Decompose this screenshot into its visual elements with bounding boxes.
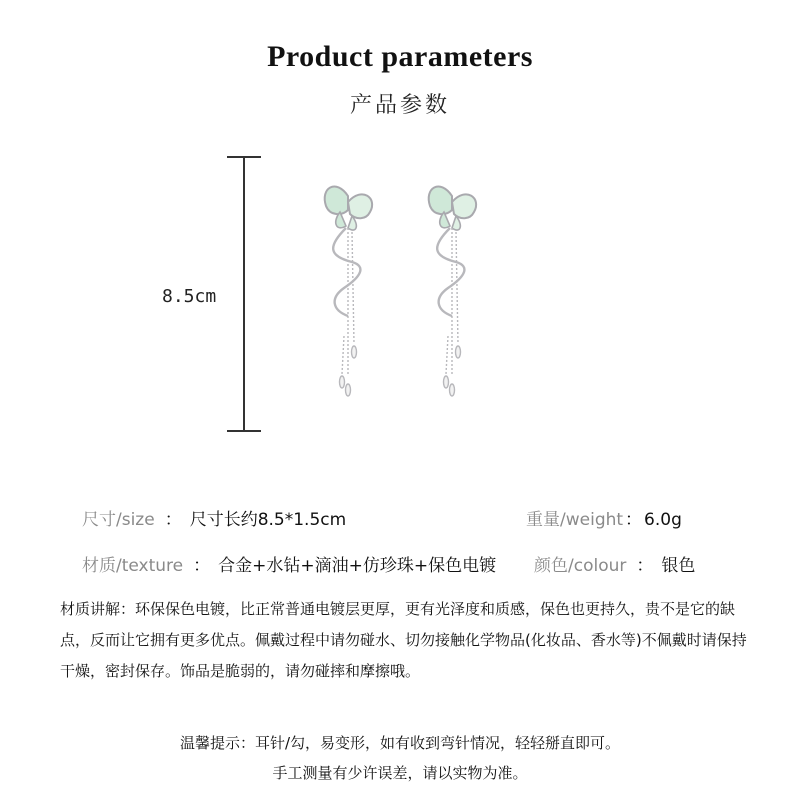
spec-texture (82, 551, 496, 576)
spec-colour (534, 551, 695, 576)
spec-size-value: 尺寸长约8.5*1.5cm (189, 510, 347, 530)
ruler-length-label: 8.5cm (162, 286, 217, 307)
spec-size-key: 尺寸/size (82, 510, 155, 530)
spec-size (82, 505, 346, 530)
spec-texture-separator: ： (193, 556, 211, 576)
spec-weight-separator: ： (625, 510, 643, 530)
spec-size-separator: ： (164, 510, 182, 530)
spec-colour-separator: ： (636, 556, 654, 576)
spec-texture-key: 材质/texture (82, 556, 184, 576)
ruler-line (243, 156, 245, 432)
spec-weight-key: 重量/weight (526, 510, 624, 530)
butterfly-tassel-earrings-icon (318, 176, 488, 408)
left-earring (325, 187, 372, 396)
spec-colour-value: 银色 (661, 556, 696, 576)
earrings-product-image (318, 176, 488, 408)
page-title: Product parameters (267, 40, 533, 73)
spec-texture-value: 合金+水钻+滴油+仿珍珠+保色电镀 (218, 556, 497, 576)
size-ruler (227, 156, 263, 432)
warm-tip: 温馨提示：耳针/勾，易变形，如有收到弯针情况，轻轻掰直即可。 (179, 734, 621, 752)
measurement-tip: 手工测量有少许误差，请以实物为准。 (272, 764, 528, 782)
spec-colour-key: 颜色/colour (534, 556, 627, 576)
ruler-bottom-cap (227, 430, 261, 432)
spec-weight-value: 6.0g (644, 510, 682, 530)
right-earring (429, 187, 476, 396)
page-subtitle: 产品参数 (349, 93, 450, 118)
spec-weight (526, 505, 682, 530)
material-explanation: 材质讲解：环保保色电镀，比正常普通电镀层更厚，更有光泽度和质感，保色也更持久，贵不是它的缺点，反而让它拥有更多优点。佩戴过程中请勿碰水、切勿接触化学物品(化妆品、香水等)不佩戴时请保持干燥，密封保存。饰品是脆弱的，请勿碰摔和摩擦哦。 (60, 600, 747, 680)
